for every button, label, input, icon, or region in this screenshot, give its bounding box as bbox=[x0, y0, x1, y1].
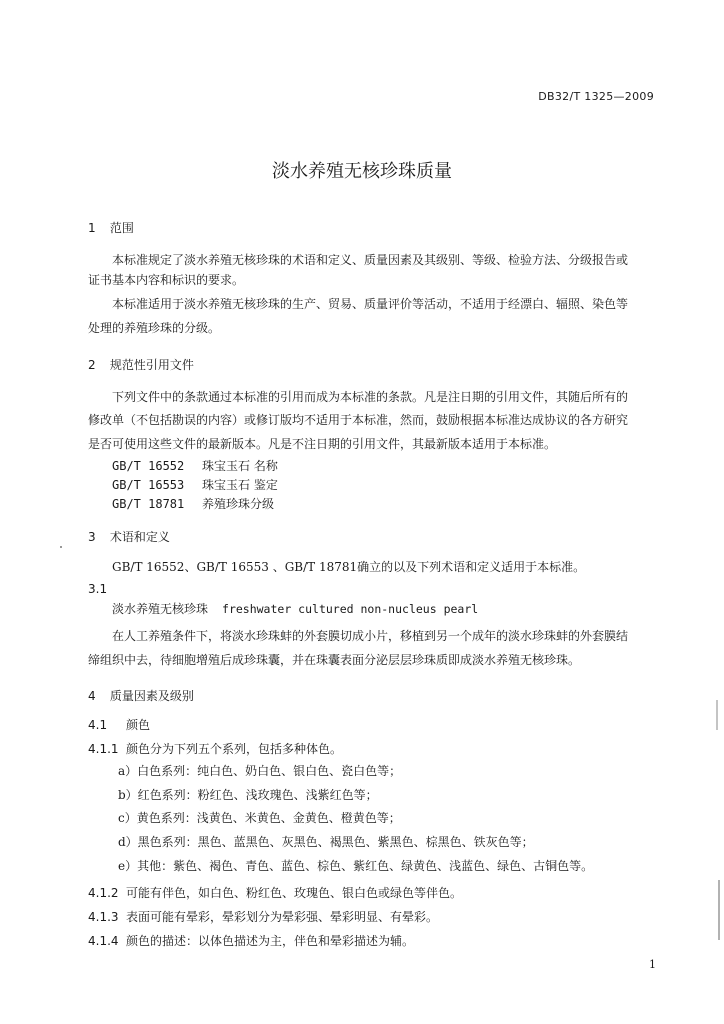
list-item: c）黄色系列：浅黄色、米黄色、金黄色、橙黄色等； bbox=[118, 811, 401, 825]
paragraph-line: 本标准规定了淡水养殖无核珍珠的术语和定义、质量因素及其级别、等级、检验方法、分级报告或 bbox=[112, 253, 629, 267]
section-number: 1 bbox=[88, 221, 96, 235]
clause-number: 4.1.4 bbox=[88, 934, 119, 948]
section-1-heading bbox=[88, 219, 134, 236]
reference-code: GB/T 16552 bbox=[112, 459, 185, 473]
paragraph-line: 缔组织中去，待细胞增殖后成珍珠囊，并在珠囊表面分泌层层珍珠质即成淡水养殖无核珍珠。 bbox=[88, 653, 581, 667]
clause-text: 颜色分为下列五个系列，包括多种体色。 bbox=[126, 742, 343, 756]
scan-artifact bbox=[60, 546, 62, 548]
clause-text: 表面可能有晕彩，晕彩划分为晕彩强、晕彩明显、有晕彩。 bbox=[126, 910, 439, 924]
reference-code: GB/T 16553 bbox=[112, 478, 185, 492]
section-title: 质量因素及级别 bbox=[109, 689, 194, 703]
list-item: b）红色系列：粉红色、浅玫瑰色、浅紫红色等； bbox=[118, 788, 378, 802]
clause-number: 4.1 bbox=[88, 718, 108, 732]
list-item: d）黑色系列：黑色、蓝黑色、灰黑色、褐黑色、紫黑色、棕黑色、铁灰色等； bbox=[118, 835, 534, 849]
normative-reference bbox=[112, 460, 278, 473]
clause-number: 4.1.3 bbox=[88, 910, 119, 924]
normative-reference bbox=[112, 479, 278, 492]
paragraph-line: 证书基本内容和标识的要求。 bbox=[88, 273, 245, 287]
reference-name: 珠宝玉石 名称 bbox=[202, 459, 278, 473]
term-entry bbox=[112, 603, 478, 616]
page-number: 1 bbox=[649, 958, 656, 971]
reference-name: 珠宝玉石 鉴定 bbox=[202, 478, 278, 492]
document-code: DB32/T 1325—2009 bbox=[538, 90, 654, 103]
section-4-heading bbox=[88, 687, 194, 704]
paragraph-line: 下列文件中的条款通过本标准的引用而成为本标准的条款。凡是注日期的引用文件，其随后所有的 bbox=[112, 390, 629, 404]
section-number: 4 bbox=[88, 689, 96, 703]
clause-4-1 bbox=[88, 716, 150, 733]
paragraph-line: GB/T 16552、GB/T 16553 、GB/T 18781确立的以及下列术语和定义适用于本标准。 bbox=[112, 560, 586, 574]
section-title: 术语和定义 bbox=[109, 530, 170, 544]
clause-4-1-3 bbox=[88, 908, 438, 925]
section-2-heading bbox=[88, 356, 194, 373]
clause-text: 颜色 bbox=[126, 718, 151, 732]
subclause-number: 3.1 bbox=[88, 582, 108, 596]
clause-text: 颜色的描述：以体色描述为主，伴色和晕彩描述为辅。 bbox=[126, 934, 415, 948]
section-number: 2 bbox=[88, 358, 96, 372]
clause-4-1-1 bbox=[88, 740, 342, 757]
normative-reference bbox=[112, 498, 274, 511]
reference-code: GB/T 18781 bbox=[112, 497, 185, 511]
section-number: 3 bbox=[88, 530, 96, 544]
list-item: e）其他：紫色、褐色、青色、蓝色、棕色、紫红色、绿黄色、浅蓝色、绿色、古铜色等。 bbox=[118, 859, 594, 873]
clause-number: 4.1.2 bbox=[88, 886, 119, 900]
term-chinese: 淡水养殖无核珍珠 bbox=[112, 602, 209, 616]
paragraph-line: 修改单（不包括勘误的内容）或修订版均不适用于本标准，然而，鼓励根据本标准达成协议的各方研究 bbox=[88, 413, 629, 427]
clause-text: 可能有伴色，如白色、粉红色、玫瑰色、银白色或绿色等伴色。 bbox=[126, 886, 463, 900]
document-title: 淡水养殖无核珍珠质量 bbox=[272, 161, 452, 182]
paragraph-line: 处理的养殖珍珠的分级。 bbox=[88, 321, 221, 335]
reference-name: 养殖珍珠分级 bbox=[202, 497, 275, 511]
paragraph-line: 是否可使用这些文件的最新版本。凡是不注日期的引用文件，其最新版本适用于本标准。 bbox=[88, 437, 557, 451]
term-english: freshwater cultured non-nucleus pearl bbox=[222, 602, 479, 616]
paragraph-line: 在人工养殖条件下，将淡水珍珠蚌的外套膜切成小片，移植到另一个成年的淡水珍珠蚌的外套膜结 bbox=[112, 629, 629, 643]
scan-artifact bbox=[716, 700, 718, 730]
section-3-heading bbox=[88, 528, 170, 545]
section-title: 范围 bbox=[109, 221, 134, 235]
clause-4-1-4 bbox=[88, 932, 414, 949]
paragraph-line: 本标准适用于淡水养殖无核珍珠的生产、贸易、质量评价等活动，不适用于经漂白、辐照、染色等 bbox=[112, 297, 629, 311]
clause-number: 4.1.1 bbox=[88, 742, 119, 756]
scan-artifact bbox=[718, 880, 720, 940]
list-item: a）白色系列：纯白色、奶白色、银白色、瓷白色等； bbox=[118, 764, 402, 778]
clause-4-1-2 bbox=[88, 884, 462, 901]
section-title: 规范性引用文件 bbox=[109, 358, 194, 372]
